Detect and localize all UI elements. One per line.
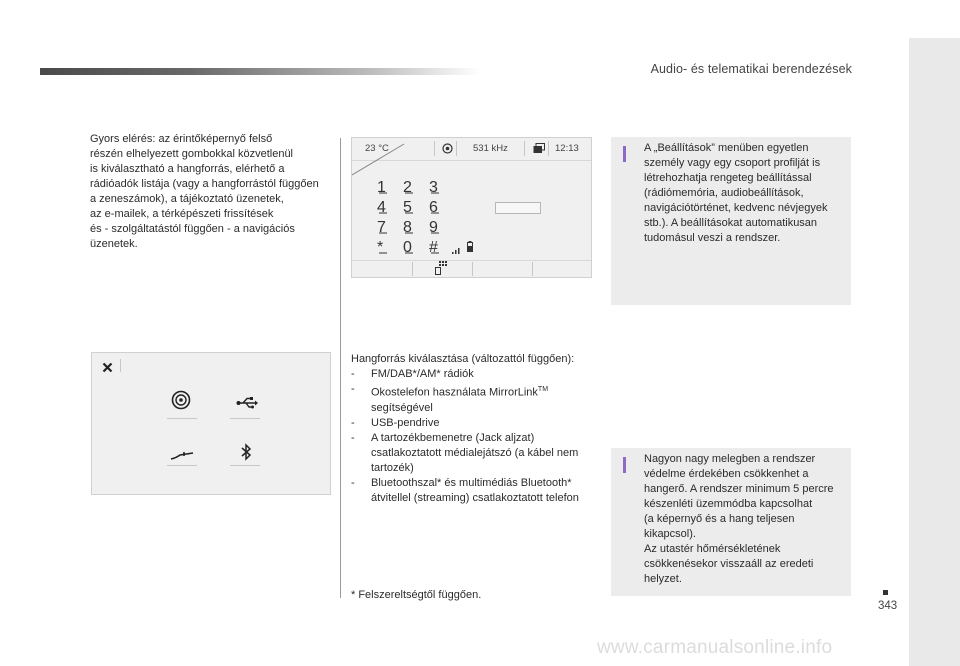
key-2: 2 (403, 179, 412, 196)
usb-icon (236, 396, 258, 414)
key-5: 5 (403, 199, 412, 216)
number-field (495, 202, 541, 214)
key-underlines (364, 178, 464, 260)
watermark: www.carmanualsonline.info (597, 637, 833, 658)
aux-jack-icon (170, 448, 194, 466)
source-list-title: Hangforrás kiválasztása (változattól függően): (351, 353, 575, 365)
signal-icon (452, 241, 462, 259)
keypad-icon (435, 261, 447, 280)
info-box-settings (611, 137, 851, 305)
battery-icon (467, 239, 473, 257)
page-number: 343 (878, 600, 898, 612)
radio-icon (171, 390, 191, 415)
info-icon (623, 457, 626, 473)
key-8: 8 (403, 219, 412, 236)
key-7: 7 (377, 219, 386, 236)
header-gradient-bar (40, 68, 480, 75)
key-0: 0 (403, 239, 412, 256)
frequency-readout: 531 kHz (473, 143, 508, 154)
leader-line (352, 138, 412, 178)
temperature-readout: 23 °C (365, 143, 389, 154)
key-9: 9 (429, 219, 438, 236)
page-marker (883, 590, 888, 595)
key-1: 1 (377, 179, 386, 196)
intro-paragraph: Gyors elérés: az érintőképernyő felső részén elhelyezett gombokkal közvetlenül is kiválasztható a hangforrás, elérhető a rádióadók listája (vagy a hangforrástól függően a zeneszámok), a tájékoztató üzenetek, az e-mailek, a térképészeti frissítések és - szolgáltatástól függően - a navigációs üzenetek. (90, 133, 319, 250)
key-4: 4 (377, 199, 386, 216)
section-title: Audio- és telematikai berendezések (650, 62, 852, 76)
info-text: A „Beállítások” menüben egyetlen személy vagy egy csoport profilját is létrehozhatja rengeteg beállítással (rádiómemória, audiobeállítások, navigációtörténet, kedvenc névjegyek stb.). A beállításokat automatikusan tudomásul veszi a rendszer. (644, 142, 828, 244)
info-box-heat (611, 448, 851, 596)
touchscreen-source-illustration (91, 352, 331, 495)
key-3: 3 (429, 179, 438, 196)
source-list (351, 352, 596, 506)
bluetooth-icon (240, 443, 252, 466)
list-item: - Okostelefon használata MirrorLink™ segítségével (351, 383, 549, 414)
key-star: * (377, 239, 384, 256)
close-icon (102, 360, 113, 378)
key-hash: # (429, 239, 438, 256)
column-divider (340, 138, 341, 598)
clock-readout: 12:13 (555, 143, 579, 154)
list-item: - USB-pendrive (351, 416, 440, 429)
radio-icon (442, 143, 453, 157)
footnote: * Felszereltségtől függően. (351, 589, 482, 601)
list-item: - A tartozékbemenetre (Jack aljzat) csatlakoztatott médialejátszó (a kábel nem tartozék) (351, 431, 579, 474)
info-icon (623, 146, 626, 162)
side-strip (909, 38, 960, 666)
list-item: - FM/DAB*/AM* rádiók (351, 368, 474, 380)
touchscreen-keypad-illustration (351, 137, 592, 278)
messages-icon (533, 143, 545, 157)
key-6: 6 (429, 199, 438, 216)
info-text: Nagyon nagy melegben a rendszer védelme érdekében csökkenhet a hangerő. A rendszer minimum 5 percre készenléti üzemmódba kapcsolhat (a képernyő és a hang teljesen kikapcsol). Az utastér hőmérsékletének csökkenésekor visszaáll az eredeti helyzet. (644, 453, 834, 585)
list-item: - Bluetoothszal* és multimédiás Bluetooth* átvitellel (streaming) csatlakoztatott telefon (351, 476, 579, 504)
